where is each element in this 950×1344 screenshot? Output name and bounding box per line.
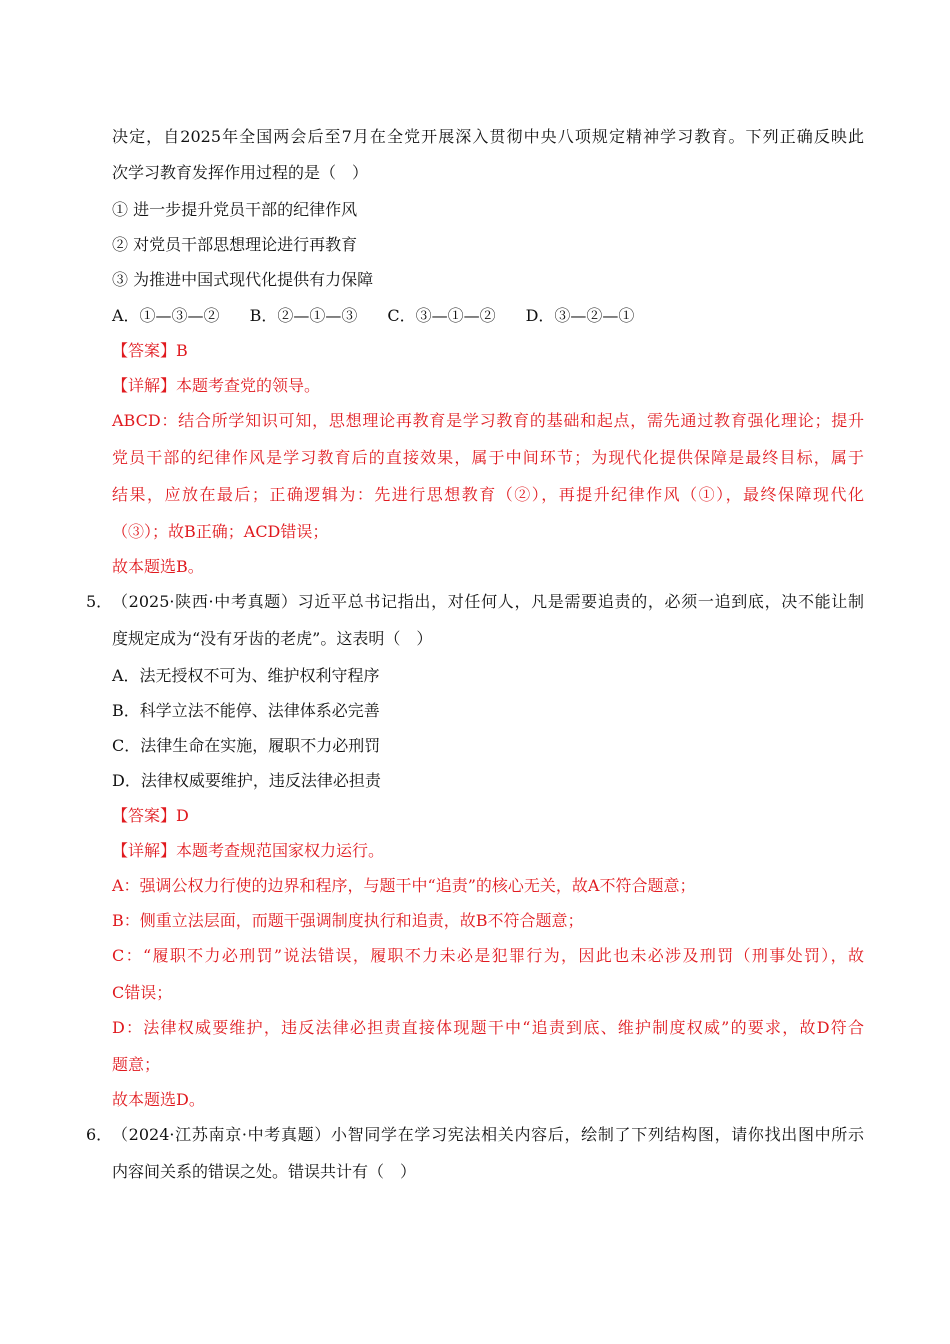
q4-analysis-line-2: 党员干部的纪律作风是学习教育后的直接效果，属于中间环节；为现代化提供保障是最终目标，属于 [112, 448, 864, 467]
q4-item-3: ③ 为推进中国式现代化提供有力保障 [112, 270, 374, 289]
q5-option-c: C．法律生命在实施，履职不力必刑罚 [112, 736, 381, 755]
q4-analysis-line-4: （③）；故B正确；ACD错误； [112, 522, 329, 541]
q4-analysis-title: 【详解】本题考查党的领导。 [112, 376, 321, 395]
q4-item-2: ② 对党员干部思想理论进行再教育 [112, 235, 358, 254]
q4-option-a: A．①—③—② [112, 306, 220, 325]
q5-analysis-b: B：侧重立法层面，而题干强调制度执行和追责，故B不符合题意； [112, 911, 584, 930]
q5-answer: 【答案】D [112, 806, 189, 825]
q4-option-d: D．③—②—① [525, 306, 635, 325]
q5-analysis-d-line-1: D：法律权威要维护，违反法律必担责直接体现题干中“追责到底、维护制度权威”的要求，故D符合 [112, 1018, 864, 1037]
q4-options [112, 305, 864, 327]
q4-item-1: ① 进一步提升党员干部的纪律作风 [112, 200, 358, 219]
q4-analysis-line-3: 结果，应放在最后；正确逻辑为：先进行思想教育（②），再提升纪律作风（①），最终保障现代化 [112, 485, 864, 504]
q5-option-d: D．法律权威要维护，违反法律必担责 [112, 771, 381, 790]
q4-stem-line-1: 决定，自2025年全国两会后至7月在全党开展深入贯彻中央八项规定精神学习教育。下列正确反映此 [112, 127, 864, 146]
q5-stem-line-2: 度规定成为“没有牙齿的老虎”。这表明（ ） [112, 629, 433, 648]
q4-option-b: B．②—①—③ [249, 306, 358, 325]
q6-stem-line-2: 内容间关系的错误之处。错误共计有（ ） [112, 1162, 417, 1181]
q5-analysis-a: A：强调公权力行使的边界和程序，与题干中“追责”的核心无关，故A不符合题意； [112, 876, 696, 895]
q4-answer: 【答案】B [112, 341, 188, 360]
q6-stem-line-1: （2024·江苏南京·中考真题）小智同学在学习宪法相关内容后，绘制了下列结构图，请你找出图中所示 [112, 1125, 864, 1144]
q5-analysis-title: 【详解】本题考查规范国家权力运行。 [112, 841, 385, 860]
q5-stem-line-1: （2025·陕西·中考真题）习近平总书记指出，对任何人，凡是需要追责的，必须一追到底，决不能让制 [112, 592, 864, 611]
q4-stem-line-2: 次学习教育发挥作用过程的是（ ） [112, 163, 369, 182]
q4-conclusion: 故本题选B。 [112, 557, 204, 576]
q5-analysis-c-line-2: C错误； [112, 983, 173, 1002]
q6-number: 6． [86, 1125, 113, 1144]
q4-analysis-line-1: ABCD：结合所学知识可知，思想理论再教育是学习教育的基础和起点，需先通过教育强化理论；提升 [112, 411, 864, 430]
q4-option-c: C．③—①—② [387, 306, 496, 325]
q5-analysis-c-line-1: C：“履职不力必刑罚”说法错误，履职不力未必是犯罪行为，因此也未必涉及刑罚（刑事处罚），故 [112, 946, 864, 965]
q5-analysis-d-line-2: 题意； [112, 1055, 161, 1074]
q5-option-a: A．法无授权不可为、维护权利守程序 [112, 666, 380, 685]
q5-option-b: B．科学立法不能停、法律体系必完善 [112, 701, 380, 720]
q5-number: 5． [86, 592, 113, 611]
q5-conclusion: 故本题选D。 [112, 1090, 205, 1109]
